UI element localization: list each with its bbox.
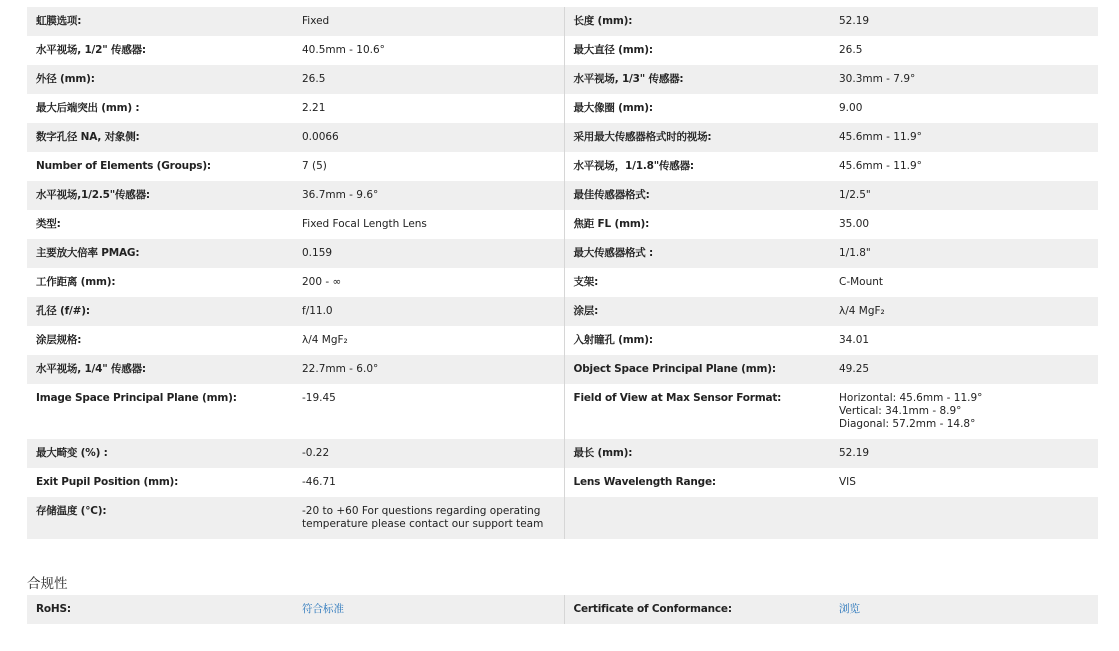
- spec-label: [564, 497, 830, 539]
- spec-row: [27, 468, 1098, 497]
- spec-row: [27, 181, 1098, 210]
- spec-label: 水平视场,1/2.5"传感器:: [27, 181, 293, 210]
- spec-value: 26.5: [293, 65, 564, 94]
- spec-value: 0.159: [293, 239, 564, 268]
- spec-value: λ/4 MgF₂: [293, 326, 564, 355]
- spec-row: [27, 497, 1098, 539]
- spec-row: [27, 36, 1098, 65]
- spec-value: 40.5mm - 10.6°: [293, 36, 564, 65]
- spec-value: 7 (5): [293, 152, 564, 181]
- spec-label: 最大传感器格式 :: [564, 239, 830, 268]
- spec-label: Field of View at Max Sensor Format:: [564, 384, 830, 439]
- spec-label: 孔径 (f/#):: [27, 297, 293, 326]
- spec-value: C-Mount: [830, 268, 1098, 297]
- spec-label: Lens Wavelength Range:: [564, 468, 830, 497]
- spec-row: [27, 326, 1098, 355]
- spec-label: 虹膜选项:: [27, 7, 293, 36]
- spec-label: Object Space Principal Plane (mm):: [564, 355, 830, 384]
- spec-label: Exit Pupil Position (mm):: [27, 468, 293, 497]
- spec-row: [27, 239, 1098, 268]
- spec-value: 36.7mm - 9.6°: [293, 181, 564, 210]
- spec-value: 52.19: [830, 439, 1098, 468]
- spec-value: -0.22: [293, 439, 564, 468]
- spec-value: 26.5: [830, 36, 1098, 65]
- rohs-value: [293, 595, 564, 624]
- spec-value: 45.6mm - 11.9°: [830, 152, 1098, 181]
- spec-row: [27, 94, 1098, 123]
- spec-value: Fixed: [293, 7, 564, 36]
- spec-value: 34.01: [830, 326, 1098, 355]
- spec-value: 0.0066: [293, 123, 564, 152]
- spec-label: Number of Elements (Groups):: [27, 152, 293, 181]
- spec-row: [27, 123, 1098, 152]
- spec-row: [27, 384, 1098, 439]
- spec-value: -19.45: [293, 384, 564, 439]
- spec-value: 2.21: [293, 94, 564, 123]
- spec-label: 主要放大倍率 PMAG:: [27, 239, 293, 268]
- spec-row: [27, 210, 1098, 239]
- spec-row: [27, 268, 1098, 297]
- spec-label: 水平视场, 1/3" 传感器:: [564, 65, 830, 94]
- spec-value: [830, 497, 1098, 539]
- spec-value: f/11.0: [293, 297, 564, 326]
- rohs-label: RoHS:: [27, 595, 293, 624]
- spec-value: -46.71: [293, 468, 564, 497]
- spec-value: 1/1.8": [830, 239, 1098, 268]
- spec-label: 采用最大传感器格式时的视场:: [564, 123, 830, 152]
- spec-row: [27, 65, 1098, 94]
- spec-value: 49.25: [830, 355, 1098, 384]
- spec-value: 52.19: [830, 7, 1098, 36]
- coc-label: Certificate of Conformance:: [564, 595, 830, 624]
- spec-label: 长度 (mm):: [564, 7, 830, 36]
- spec-row: [27, 297, 1098, 326]
- spec-value: 1/2.5": [830, 181, 1098, 210]
- compliance-row: [27, 595, 1098, 624]
- specifications-table: [27, 7, 1098, 539]
- spec-value: Horizontal: 45.6mm - 11.9° Vertical: 34.1mm - 8.9° Diagonal: 57.2mm - 14.8°: [830, 384, 1098, 439]
- spec-label: Image Space Principal Plane (mm):: [27, 384, 293, 439]
- spec-label: 最大后端突出 (mm) :: [27, 94, 293, 123]
- spec-label: 工作距离 (mm):: [27, 268, 293, 297]
- spec-label: 最佳传感器格式:: [564, 181, 830, 210]
- spec-label: 最长 (mm):: [564, 439, 830, 468]
- compliance-table: [27, 595, 1098, 624]
- spec-label: 类型:: [27, 210, 293, 239]
- spec-label: 涂层规格:: [27, 326, 293, 355]
- spec-label: 水平视场，1/1.8"传感器:: [564, 152, 830, 181]
- spec-label: 存储温度 (°C):: [27, 497, 293, 539]
- spec-label: 焦距 FL (mm):: [564, 210, 830, 239]
- spec-row: [27, 355, 1098, 384]
- specifications-body: [27, 7, 1098, 539]
- spec-value: -20 to +60 For questions regarding operating temperature please contact our support team: [293, 497, 564, 539]
- spec-value: 200 - ∞: [293, 268, 564, 297]
- spec-label: 数字孔径 NA, 对象侧:: [27, 123, 293, 152]
- spec-value: 35.00: [830, 210, 1098, 239]
- spec-value: VIS: [830, 468, 1098, 497]
- coc-value: [830, 595, 1098, 624]
- spec-label: 支架:: [564, 268, 830, 297]
- spec-label: 入射瞳孔 (mm):: [564, 326, 830, 355]
- spec-value: λ/4 MgF₂: [830, 297, 1098, 326]
- spec-label: 最大像圈 (mm):: [564, 94, 830, 123]
- spec-label: 最大畸变 (%) :: [27, 439, 293, 468]
- spec-label: 涂层:: [564, 297, 830, 326]
- spec-value: 30.3mm - 7.9°: [830, 65, 1098, 94]
- spec-label: 水平视场, 1/4" 传感器:: [27, 355, 293, 384]
- spec-value: 45.6mm - 11.9°: [830, 123, 1098, 152]
- rohs-link[interactable]: 符合标准: [302, 603, 344, 615]
- spec-row: [27, 7, 1098, 36]
- spec-value: 22.7mm - 6.0°: [293, 355, 564, 384]
- spec-value: 9.00: [830, 94, 1098, 123]
- coc-browse-link[interactable]: 浏览: [839, 603, 860, 615]
- spec-label: 外径 (mm):: [27, 65, 293, 94]
- spec-value: Fixed Focal Length Lens: [293, 210, 564, 239]
- compliance-section-title: 合规性: [27, 576, 68, 592]
- spec-label: 水平视场, 1/2" 传感器:: [27, 36, 293, 65]
- spec-row: [27, 439, 1098, 468]
- spec-row: [27, 152, 1098, 181]
- spec-label: 最大直径 (mm):: [564, 36, 830, 65]
